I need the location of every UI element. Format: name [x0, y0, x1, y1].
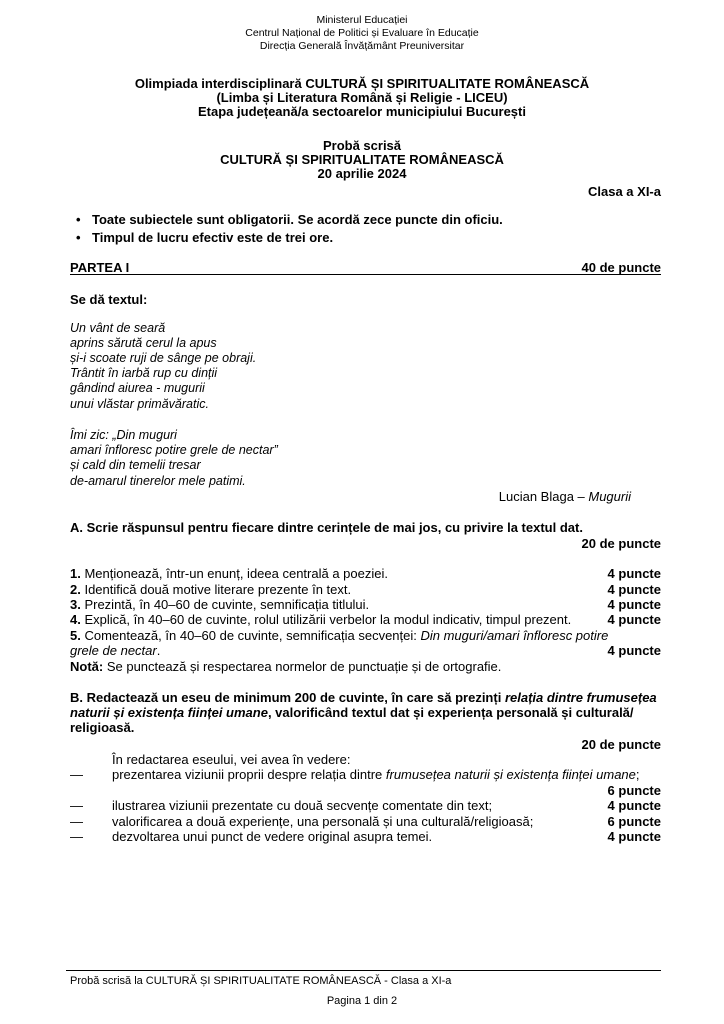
- poem-line: Un vânt de seară: [70, 321, 166, 335]
- poem-line: gândind aiurea - mugurii: [70, 381, 205, 395]
- ministry-name: Ministerul Educației: [316, 14, 408, 26]
- poem-attribution: Lucian Blaga – Mugurii: [498, 489, 631, 504]
- criterion: — valorificarea a două experiențe, una personală și una culturală/religioasă; 6 puncte: [70, 814, 661, 829]
- poem-line: de-amarul tinerelor mele patimi.: [70, 474, 246, 488]
- rule-item: • Toate subiectele sunt obligatorii. Se acordă zece puncte din oficiu.: [76, 212, 503, 227]
- center-name: Centrul Național de Politici și Evaluare în Educație: [245, 27, 479, 39]
- poem-line: amari înfloresc potire grele de nectar”: [70, 443, 278, 457]
- part-divider: [70, 274, 661, 275]
- footer-text: Probă scrisă la CULTURĂ ȘI SPIRITUALITATE ROMÂNEASCĂ - Clasa a XI-a: [70, 975, 452, 987]
- text-intro: Se dă textul:: [70, 292, 148, 307]
- exam-class: Clasa a XI-a: [588, 184, 661, 199]
- criteria-intro: În redactarea eseului, vei avea în vedere:: [112, 752, 351, 767]
- page-number: Pagina 1 din 2: [326, 995, 398, 1007]
- exam-date: 20 aprilie 2024: [317, 166, 407, 181]
- poem-line: unui vlăstar primăvăratic.: [70, 397, 209, 411]
- section-b-points: 20 de puncte: [581, 737, 661, 752]
- criterion: — prezentarea viziunii proprii despre relația dintre frumusețea naturii și existența ființei umane;: [70, 767, 640, 782]
- criterion: — dezvoltarea unui punct de vedere original asupra temei. 4 puncte: [70, 829, 661, 844]
- question-item: 5. Comentează, în 40–60 de cuvinte, semnificația secvenței: Din muguri/amari înfloresc potire: [70, 628, 609, 643]
- part-title: PARTEA I 40 de puncte: [70, 260, 661, 275]
- poem-line: aprins sărută cerul la apus: [70, 336, 217, 350]
- olympiad-subtitle: (Limba și Literatura Română și Religie - LICEU): [216, 90, 508, 105]
- question-item-continued: grele de nectar. 4 puncte: [70, 643, 661, 658]
- poem-line: Îmi zic: „Din muguri: [70, 428, 177, 442]
- section-b-title-line2: naturii și existența ființei umane, valorificând textul dat și experiența personală și culturală/: [70, 705, 634, 720]
- poem-line: și-i scoate ruji de sânge pe obraji.: [70, 351, 257, 365]
- section-b-title-line3: religioasă.: [70, 720, 135, 735]
- criterion: — ilustrarea viziunii prezentate cu două secvențe comentate din text; 4 puncte: [70, 798, 661, 813]
- olympiad-stage: Etapa județeană/a sectoarelor municipiului București: [198, 104, 526, 119]
- question-item: 3. Prezintă, în 40–60 de cuvinte, semnificația titlului. 4 puncte: [70, 597, 661, 612]
- poem-line: și cald din temelii tresar: [70, 458, 201, 472]
- olympiad-title: Olimpiada interdisciplinară CULTURĂ ȘI SPIRITUALITATE ROMÂNEASCĂ: [134, 76, 590, 91]
- question-item: 1. Menționează, într-un enunț, ideea centrală a poeziei. 4 puncte: [70, 566, 661, 581]
- poem-line: Trântit în iarbă rup cu dinții: [70, 366, 218, 380]
- exam-subject: CULTURĂ ȘI SPIRITUALITATE ROMÂNEASCĂ: [220, 152, 504, 167]
- criterion-points: 6 puncte: [607, 783, 661, 798]
- question-item: 4. Explică, în 40–60 de cuvinte, rolul utilizării verbelor la modul indicativ, timpul prezent. 4 puncte: [70, 612, 661, 627]
- directorate-name: Direcția Generală Învățământ Preuniversitar: [259, 40, 465, 52]
- note: Notă: Se punctează și respectarea normelor de punctuație și de ortografie.: [70, 659, 502, 674]
- section-b-title: B. Redactează un eseu de minimum 200 de cuvinte, în care să prezinți relația dintre frumusețea: [70, 690, 657, 705]
- question-item: 2. Identifică două motive literare prezente în text. 4 puncte: [70, 582, 661, 597]
- rule-item: • Timpul de lucru efectiv este de trei ore.: [76, 230, 334, 245]
- section-a-points: 20 de puncte: [581, 536, 661, 551]
- section-a-title: A. Scrie răspunsul pentru fiecare dintre cerințele de mai jos, cu privire la textul dat.: [70, 520, 583, 535]
- footer-divider: [66, 970, 661, 971]
- exam-type: Probă scrisă: [322, 138, 402, 153]
